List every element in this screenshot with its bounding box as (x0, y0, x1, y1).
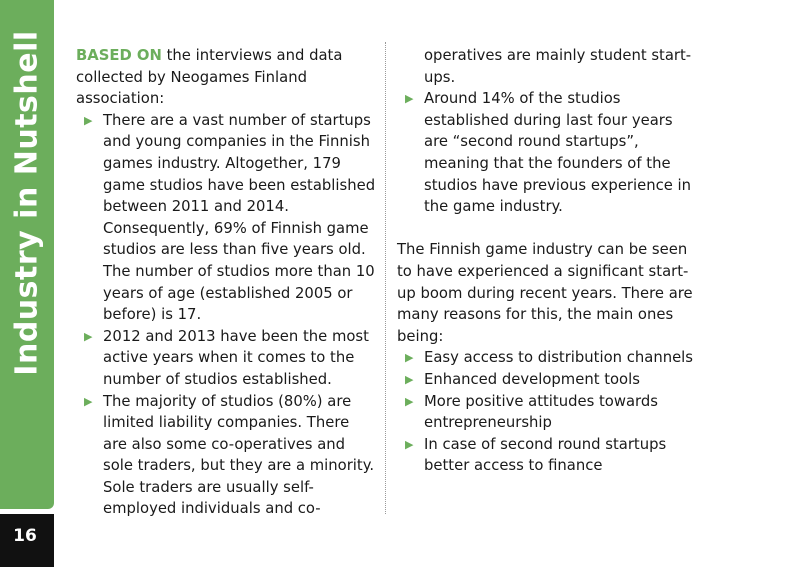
triangle-bullet-icon: ▶ (84, 394, 93, 408)
list-item: ▶ 2012 and 2013 have been the most active years when it comes to the number of studios established. (84, 327, 369, 388)
intro-text: the interviews and data collected by Neogames Finland association: (76, 47, 343, 108)
text-column-right (397, 45, 697, 477)
section-title: Industry in Nutshell (9, 30, 45, 376)
column-divider (385, 42, 386, 514)
list-item: ▶ The majority of studios (80%) are limited liability companies. There are also some co-operatives and sole traders, but they are a minority. Sole traders are usually self-employed individuals and co- (84, 392, 375, 518)
triangle-bullet-icon: ▶ (405, 92, 414, 106)
list-item: ▶ Around 14% of the studios established during last four years are “second round startups”, meaning that the founders of the studios have previous experience in the game industry. (405, 90, 692, 216)
list-item: ▶ Enhanced development tools (397, 369, 697, 391)
findings-list-continued (397, 88, 697, 218)
lead-in: BASED ON (76, 47, 162, 64)
intro-paragraph (76, 45, 376, 110)
list-item: ▶ Easy access to distribution channels (397, 347, 697, 369)
paragraph-spacer (397, 218, 697, 240)
triangle-bullet-icon: ▶ (84, 113, 93, 127)
bullet-continuation: operatives are mainly student start-ups. (424, 47, 692, 86)
triangle-bullet-icon: ▶ (405, 351, 414, 365)
reasons-list (397, 347, 697, 477)
findings-list (76, 110, 376, 520)
text-column-left (76, 45, 376, 520)
triangle-bullet-icon: ▶ (405, 372, 414, 386)
list-item: ▶ There are a vast number of startups and young companies in the Finnish games industry. Altogether, 179 game studios have been established between 2011 and 2014. Consequently, 69% of Finnish game studios are less than five years old. The number of studios more than 10 years of age (established 2005 or before) is 17. (84, 111, 376, 324)
page-number: 16 (13, 526, 37, 546)
body-paragraph: The Finnish game industry can be seen to have experienced a significant start-up boom during recent years. There are many reasons for this, the main ones being: (397, 241, 693, 345)
triangle-bullet-icon: ▶ (405, 437, 414, 451)
triangle-bullet-icon: ▶ (405, 394, 414, 408)
triangle-bullet-icon: ▶ (84, 329, 93, 343)
list-item: ▶ More positive attitudes towards entrepreneurship (405, 392, 658, 432)
list-item: ▶ In case of second round startups better access to finance (405, 435, 667, 475)
